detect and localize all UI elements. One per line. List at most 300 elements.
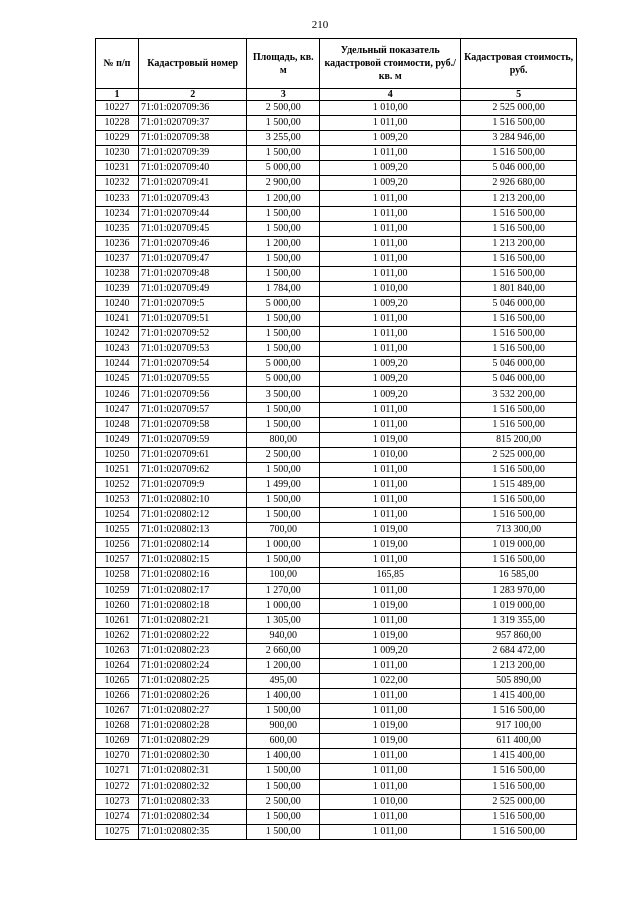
- cadastral-number: 71:01:020709:47: [138, 251, 246, 266]
- row-number: 10274: [96, 809, 139, 824]
- row-number: 10244: [96, 357, 139, 372]
- area-value: 2 500,00: [247, 794, 320, 809]
- specific-value: 1 011,00: [320, 809, 461, 824]
- cadastral-cost: 1 516 500,00: [461, 553, 577, 568]
- table-row: [96, 523, 577, 538]
- cadastral-cost: 1 516 500,00: [461, 266, 577, 281]
- area-value: 700,00: [247, 523, 320, 538]
- area-value: 1 500,00: [247, 462, 320, 477]
- table-row: [96, 312, 577, 327]
- area-value: 1 500,00: [247, 417, 320, 432]
- specific-value: 1 011,00: [320, 493, 461, 508]
- cadastral-cost: 2 525 000,00: [461, 101, 577, 116]
- cadastral-cost: 1 516 500,00: [461, 779, 577, 794]
- cadastral-cost: 1 516 500,00: [461, 764, 577, 779]
- table-row: [96, 719, 577, 734]
- row-number: 10238: [96, 266, 139, 281]
- row-number: 10257: [96, 553, 139, 568]
- specific-value: 1 022,00: [320, 673, 461, 688]
- area-value: 1 200,00: [247, 191, 320, 206]
- cadastral-number: 71:01:020802:30: [138, 749, 246, 764]
- row-number: 10268: [96, 719, 139, 734]
- cadastral-cost: 5 046 000,00: [461, 161, 577, 176]
- row-number: 10273: [96, 794, 139, 809]
- cadastral-number: 71:01:020802:25: [138, 673, 246, 688]
- cadastral-cost: 1 516 500,00: [461, 417, 577, 432]
- area-value: 5 000,00: [247, 372, 320, 387]
- cadastral-number: 71:01:020709:51: [138, 312, 246, 327]
- specific-value: 1 010,00: [320, 281, 461, 296]
- specific-value: 1 011,00: [320, 553, 461, 568]
- table-row: [96, 236, 577, 251]
- row-number: 10251: [96, 462, 139, 477]
- specific-value: 1 011,00: [320, 689, 461, 704]
- row-number: 10234: [96, 206, 139, 221]
- table-row: [96, 583, 577, 598]
- area-value: 1 000,00: [247, 598, 320, 613]
- cadastral-number: 71:01:020709:53: [138, 342, 246, 357]
- row-number: 10231: [96, 161, 139, 176]
- cadastral-number: 71:01:020802:29: [138, 734, 246, 749]
- row-number: 10248: [96, 417, 139, 432]
- table-row: [96, 357, 577, 372]
- cadastral-cost: 1 516 500,00: [461, 327, 577, 342]
- cadastral-cost: 1 283 970,00: [461, 583, 577, 598]
- row-number: 10235: [96, 221, 139, 236]
- specific-value: 1 011,00: [320, 824, 461, 839]
- column-number: 2: [138, 89, 246, 101]
- specific-value: 1 010,00: [320, 447, 461, 462]
- table-row: [96, 764, 577, 779]
- cadastral-cost: 3 284 946,00: [461, 131, 577, 146]
- specific-value: 1 019,00: [320, 719, 461, 734]
- row-number: 10249: [96, 432, 139, 447]
- row-number: 10270: [96, 749, 139, 764]
- area-value: 1 200,00: [247, 658, 320, 673]
- cadastral-cost: 611 400,00: [461, 734, 577, 749]
- cadastral-number: 71:01:020709:36: [138, 101, 246, 116]
- row-number: 10272: [96, 779, 139, 794]
- table-row: [96, 116, 577, 131]
- row-number: 10258: [96, 568, 139, 583]
- specific-value: 1 011,00: [320, 146, 461, 161]
- table-row: [96, 251, 577, 266]
- cadastral-number: 71:01:020709:62: [138, 462, 246, 477]
- cadastral-number: 71:01:020802:26: [138, 689, 246, 704]
- cadastral-number: 71:01:020802:18: [138, 598, 246, 613]
- row-number: 10247: [96, 402, 139, 417]
- cadastral-cost: 1 515 489,00: [461, 477, 577, 492]
- cadastral-cost: 1 801 840,00: [461, 281, 577, 296]
- cadastral-cost: 1 516 500,00: [461, 251, 577, 266]
- column-number: 5: [461, 89, 577, 101]
- cadastral-number: 71:01:020802:31: [138, 764, 246, 779]
- area-value: 600,00: [247, 734, 320, 749]
- cadastral-cost: 713 300,00: [461, 523, 577, 538]
- cadastral-number: 71:01:020709:58: [138, 417, 246, 432]
- specific-value: 1 011,00: [320, 658, 461, 673]
- cadastral-cost: 1 516 500,00: [461, 206, 577, 221]
- area-value: 100,00: [247, 568, 320, 583]
- cadastral-number: 71:01:020802:33: [138, 794, 246, 809]
- column-number: 1: [96, 89, 139, 101]
- table-row: [96, 553, 577, 568]
- specific-value: 1 019,00: [320, 628, 461, 643]
- cadastral-cost: 1 516 500,00: [461, 221, 577, 236]
- area-value: 1 305,00: [247, 613, 320, 628]
- cadastral-cost: 1 516 500,00: [461, 402, 577, 417]
- cadastral-cost: 1 516 500,00: [461, 508, 577, 523]
- cadastral-number: 71:01:020802:28: [138, 719, 246, 734]
- cadastral-cost: 1 319 355,00: [461, 613, 577, 628]
- specific-value: 1 011,00: [320, 477, 461, 492]
- specific-value: 1 011,00: [320, 116, 461, 131]
- cadastral-number: 71:01:020709:59: [138, 432, 246, 447]
- table-row: [96, 749, 577, 764]
- table-row: [96, 372, 577, 387]
- cadastral-cost: 1 516 500,00: [461, 824, 577, 839]
- cadastral-cost: 1 516 500,00: [461, 146, 577, 161]
- table-row: [96, 176, 577, 191]
- cadastral-number: 71:01:020709:49: [138, 281, 246, 296]
- cadastral-cost: 505 890,00: [461, 673, 577, 688]
- specific-value: 1 009,20: [320, 131, 461, 146]
- row-number: 10275: [96, 824, 139, 839]
- cadastral-number: 71:01:020802:27: [138, 704, 246, 719]
- cadastral-number: 71:01:020709:48: [138, 266, 246, 281]
- cadastral-cost: 2 525 000,00: [461, 794, 577, 809]
- area-value: 1 500,00: [247, 342, 320, 357]
- area-value: 900,00: [247, 719, 320, 734]
- table-row: [96, 206, 577, 221]
- area-value: 2 660,00: [247, 643, 320, 658]
- cadastral-cost: 5 046 000,00: [461, 372, 577, 387]
- cadastral-cost: 1 516 500,00: [461, 462, 577, 477]
- specific-value: 1 010,00: [320, 101, 461, 116]
- cadastral-cost: 16 585,00: [461, 568, 577, 583]
- row-number: 10237: [96, 251, 139, 266]
- area-value: 1 500,00: [247, 402, 320, 417]
- cadastral-number: 71:01:020802:35: [138, 824, 246, 839]
- cadastral-number: 71:01:020802:23: [138, 643, 246, 658]
- row-number: 10266: [96, 689, 139, 704]
- specific-value: 1 019,00: [320, 538, 461, 553]
- table-row: [96, 673, 577, 688]
- table-row: [96, 824, 577, 839]
- specific-value: 1 010,00: [320, 794, 461, 809]
- table-row: [96, 432, 577, 447]
- row-number: 10261: [96, 613, 139, 628]
- table-row: [96, 809, 577, 824]
- row-number: 10254: [96, 508, 139, 523]
- area-value: 1 500,00: [247, 704, 320, 719]
- area-value: 495,00: [247, 673, 320, 688]
- area-value: 1 500,00: [247, 116, 320, 131]
- table-row: [96, 417, 577, 432]
- area-value: 2 500,00: [247, 447, 320, 462]
- table-row: [96, 387, 577, 402]
- area-value: 5 000,00: [247, 357, 320, 372]
- specific-value: 1 019,00: [320, 734, 461, 749]
- specific-value: 1 011,00: [320, 508, 461, 523]
- header-row: [96, 39, 577, 89]
- area-value: 1 499,00: [247, 477, 320, 492]
- area-value: 940,00: [247, 628, 320, 643]
- table-row: [96, 704, 577, 719]
- row-number: 10255: [96, 523, 139, 538]
- specific-value: 1 019,00: [320, 523, 461, 538]
- specific-value: 1 011,00: [320, 251, 461, 266]
- table-row: [96, 734, 577, 749]
- cadastral-value-table: [95, 38, 577, 840]
- table-row: [96, 568, 577, 583]
- cadastral-number: 71:01:020709:38: [138, 131, 246, 146]
- specific-value: 1 011,00: [320, 462, 461, 477]
- specific-value: 1 011,00: [320, 749, 461, 764]
- row-number: 10267: [96, 704, 139, 719]
- cadastral-number: 71:01:020709:9: [138, 477, 246, 492]
- row-number: 10230: [96, 146, 139, 161]
- area-value: 1 500,00: [247, 251, 320, 266]
- cadastral-number: 71:01:020709:55: [138, 372, 246, 387]
- cadastral-cost: 1 516 500,00: [461, 312, 577, 327]
- specific-value: 1 011,00: [320, 312, 461, 327]
- area-value: 1 500,00: [247, 764, 320, 779]
- cadastral-number: 71:01:020802:17: [138, 583, 246, 598]
- area-value: 1 200,00: [247, 236, 320, 251]
- specific-value: 1 011,00: [320, 327, 461, 342]
- specific-value: 1 009,20: [320, 387, 461, 402]
- table-row: [96, 689, 577, 704]
- cadastral-number: 71:01:020802:15: [138, 553, 246, 568]
- area-value: 5 000,00: [247, 297, 320, 312]
- area-value: 5 000,00: [247, 161, 320, 176]
- specific-value: 1 011,00: [320, 779, 461, 794]
- area-value: 1 500,00: [247, 266, 320, 281]
- area-value: 1 270,00: [247, 583, 320, 598]
- row-number: 10229: [96, 131, 139, 146]
- page-number: 210: [311, 19, 329, 31]
- header-cadastral-cost: Кадастровая стоимость, руб.: [461, 39, 577, 89]
- column-number: 3: [247, 89, 320, 101]
- table-row: [96, 221, 577, 236]
- area-value: 1 500,00: [247, 221, 320, 236]
- row-number: 10250: [96, 447, 139, 462]
- specific-value: 1 011,00: [320, 221, 461, 236]
- specific-value: 1 011,00: [320, 417, 461, 432]
- specific-value: 1 011,00: [320, 342, 461, 357]
- cadastral-cost: 1 516 500,00: [461, 704, 577, 719]
- table-row: [96, 598, 577, 613]
- row-number: 10227: [96, 101, 139, 116]
- cadastral-cost: 5 046 000,00: [461, 297, 577, 312]
- row-number: 10242: [96, 327, 139, 342]
- specific-value: 1 011,00: [320, 613, 461, 628]
- area-value: 800,00: [247, 432, 320, 447]
- row-number: 10260: [96, 598, 139, 613]
- cadastral-number: 71:01:020709:37: [138, 116, 246, 131]
- cadastral-cost: 1 213 200,00: [461, 191, 577, 206]
- row-number: 10253: [96, 493, 139, 508]
- specific-value: 1 019,00: [320, 432, 461, 447]
- table-row: [96, 402, 577, 417]
- cadastral-number: 71:01:020709:43: [138, 191, 246, 206]
- cadastral-number: 71:01:020709:39: [138, 146, 246, 161]
- row-number: 10246: [96, 387, 139, 402]
- cadastral-cost: 1 415 400,00: [461, 749, 577, 764]
- cadastral-cost: 1 019 000,00: [461, 598, 577, 613]
- row-number: 10241: [96, 312, 139, 327]
- cadastral-cost: 957 860,00: [461, 628, 577, 643]
- row-number: 10233: [96, 191, 139, 206]
- table-row: [96, 266, 577, 281]
- row-number: 10243: [96, 342, 139, 357]
- area-value: 1 400,00: [247, 749, 320, 764]
- cadastral-number: 71:01:020709:54: [138, 357, 246, 372]
- cadastral-cost: 1 516 500,00: [461, 809, 577, 824]
- specific-value: 1 009,20: [320, 161, 461, 176]
- specific-value: 1 011,00: [320, 191, 461, 206]
- area-value: 1 500,00: [247, 206, 320, 221]
- cadastral-cost: 1 213 200,00: [461, 658, 577, 673]
- header-number: № п/п: [96, 39, 139, 89]
- cadastral-number: 71:01:020802:22: [138, 628, 246, 643]
- area-value: 2 900,00: [247, 176, 320, 191]
- table-row: [96, 538, 577, 553]
- specific-value: 1 011,00: [320, 583, 461, 598]
- area-value: 1 500,00: [247, 327, 320, 342]
- row-number: 10262: [96, 628, 139, 643]
- table-row: [96, 779, 577, 794]
- table-row: [96, 131, 577, 146]
- cadastral-cost: 1 415 400,00: [461, 689, 577, 704]
- area-value: 3 500,00: [247, 387, 320, 402]
- row-number: 10228: [96, 116, 139, 131]
- cadastral-number: 71:01:020802:13: [138, 523, 246, 538]
- table-row: [96, 658, 577, 673]
- cadastral-number: 71:01:020802:21: [138, 613, 246, 628]
- table-row: [96, 297, 577, 312]
- row-number: 10245: [96, 372, 139, 387]
- specific-value: 1 011,00: [320, 236, 461, 251]
- row-number: 10256: [96, 538, 139, 553]
- specific-value: 1 011,00: [320, 704, 461, 719]
- cadastral-cost: 2 926 680,00: [461, 176, 577, 191]
- table-row: [96, 327, 577, 342]
- cadastral-cost: 3 532 200,00: [461, 387, 577, 402]
- area-value: 1 500,00: [247, 312, 320, 327]
- table-row: [96, 613, 577, 628]
- row-number: 10252: [96, 477, 139, 492]
- table-row: [96, 477, 577, 492]
- area-value: 2 500,00: [247, 101, 320, 116]
- cadastral-number: 71:01:020802:34: [138, 809, 246, 824]
- cadastral-number: 71:01:020709:46: [138, 236, 246, 251]
- cadastral-number: 71:01:020709:57: [138, 402, 246, 417]
- area-value: 1 500,00: [247, 553, 320, 568]
- area-value: 1 500,00: [247, 809, 320, 824]
- row-number: 10259: [96, 583, 139, 598]
- row-number: 10263: [96, 643, 139, 658]
- specific-value: 1 009,20: [320, 297, 461, 312]
- table-row: [96, 643, 577, 658]
- row-number: 10265: [96, 673, 139, 688]
- table-row: [96, 161, 577, 176]
- table-row: [96, 191, 577, 206]
- cadastral-number: 71:01:020709:45: [138, 221, 246, 236]
- header-specific-value: Удельный показатель кадастровой стоимости, руб./кв. м: [320, 39, 461, 89]
- cadastral-number: 71:01:020709:40: [138, 161, 246, 176]
- row-number: 10264: [96, 658, 139, 673]
- specific-value: 1 011,00: [320, 764, 461, 779]
- cadastral-number: 71:01:020802:14: [138, 538, 246, 553]
- cadastral-cost: 2 684 472,00: [461, 643, 577, 658]
- row-number: 10239: [96, 281, 139, 296]
- cadastral-cost: 917 100,00: [461, 719, 577, 734]
- table-body: [96, 101, 577, 840]
- specific-value: 1 009,20: [320, 176, 461, 191]
- specific-value: 1 009,20: [320, 357, 461, 372]
- table-row: [96, 447, 577, 462]
- table-row: [96, 281, 577, 296]
- specific-value: 1 011,00: [320, 402, 461, 417]
- header-cadastral-number: Кадастровый номер: [138, 39, 246, 89]
- cadastral-cost: 1 516 500,00: [461, 116, 577, 131]
- cadastral-number: 71:01:020802:12: [138, 508, 246, 523]
- row-number: 10236: [96, 236, 139, 251]
- area-value: 1 500,00: [247, 146, 320, 161]
- area-value: 1 500,00: [247, 508, 320, 523]
- row-number: 10232: [96, 176, 139, 191]
- cadastral-number: 71:01:020709:56: [138, 387, 246, 402]
- row-number: 10269: [96, 734, 139, 749]
- cadastral-cost: 1 019 000,00: [461, 538, 577, 553]
- row-number: 10240: [96, 297, 139, 312]
- cadastral-number: 71:01:020802:24: [138, 658, 246, 673]
- cadastral-number: 71:01:020802:10: [138, 493, 246, 508]
- area-value: 1 000,00: [247, 538, 320, 553]
- cadastral-cost: 1 516 500,00: [461, 493, 577, 508]
- cadastral-number: 71:01:020709:52: [138, 327, 246, 342]
- specific-value: 1 009,20: [320, 643, 461, 658]
- column-number: 4: [320, 89, 461, 101]
- cadastral-number: 71:01:020709:41: [138, 176, 246, 191]
- area-value: 1 500,00: [247, 779, 320, 794]
- cadastral-number: 71:01:020802:32: [138, 779, 246, 794]
- area-value: 1 500,00: [247, 493, 320, 508]
- cadastral-cost: 5 046 000,00: [461, 357, 577, 372]
- specific-value: 1 011,00: [320, 206, 461, 221]
- table-row: [96, 462, 577, 477]
- table-row: [96, 342, 577, 357]
- cadastral-number: 71:01:020802:16: [138, 568, 246, 583]
- area-value: 1 500,00: [247, 824, 320, 839]
- cadastral-number: 71:01:020709:44: [138, 206, 246, 221]
- cadastral-number: 71:01:020709:61: [138, 447, 246, 462]
- specific-value: 165,85: [320, 568, 461, 583]
- area-value: 1 400,00: [247, 689, 320, 704]
- table-row: [96, 101, 577, 116]
- table-row: [96, 146, 577, 161]
- specific-value: 1 011,00: [320, 266, 461, 281]
- column-number-row: [96, 89, 577, 101]
- cadastral-cost: 1 213 200,00: [461, 236, 577, 251]
- specific-value: 1 009,20: [320, 372, 461, 387]
- specific-value: 1 019,00: [320, 598, 461, 613]
- table-row: [96, 493, 577, 508]
- cadastral-cost: 815 200,00: [461, 432, 577, 447]
- row-number: 10271: [96, 764, 139, 779]
